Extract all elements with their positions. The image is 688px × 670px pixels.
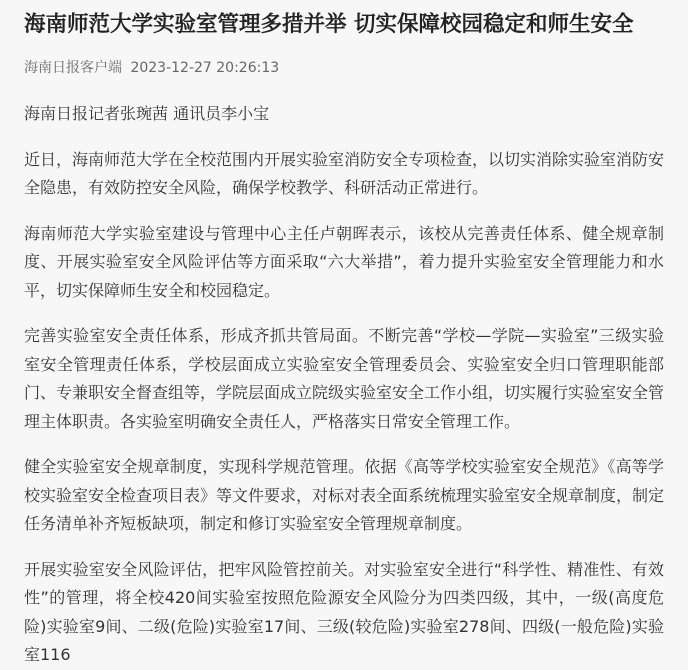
article-meta bbox=[24, 58, 664, 78]
article-paragraph: 海南师范大学实验室建设与管理中心主任卢朝晖表示，该校从完善责任体系、健全规章制度、开展实验室安全风险评估等方面采取“六大举措”，着力提升实验室安全管理能力和水平，切实保障师生安全和校园稳定。 bbox=[24, 223, 664, 300]
article-byline: 海南日报记者张琬茜 通讯员李小宝 bbox=[24, 104, 270, 123]
article-paragraph: 完善实验室安全责任体系，形成齐抓共管局面。不断完善“学校—学院—实验室”三级实验室安全管理责任体系，学校层面成立实验室安全管理委员会、实验室安全归口管理职能部门、专兼职安全督查组等，学院层面成立院级实验室安全工作小组，切实履行实验室安全管理主体职责。各实验室明确安全责任人，严格落实日常安全管理工作。 bbox=[24, 326, 665, 431]
article-source: 海南日报客户端 bbox=[24, 60, 122, 76]
article-paragraph: 开展实验室安全风险评估，把牢风险管控前关。对实验室安全进行“科学性、精准性、有效性”的管理，将全校420间实验室按照危险源安全风险分为四类四级，其中，一级(高度危险)实验室9间、二级(危险)实验室17间、三级(较危险)实验室278间、四级(一般危险)实验室116 bbox=[24, 559, 664, 664]
article-paragraph: 健全实验室安全规章制度，实现科学规范管理。依据《高等学校实验室安全规范》《高等学校实验室安全检查项目表》等文件要求，对标对表全面系统梳理实验室安全规章制度，制定任务清单补齐短板缺项，制定和修订实验室安全管理规章制度。 bbox=[24, 457, 665, 533]
article-datetime: 2023-12-27 20:26:13 bbox=[130, 60, 280, 76]
article-title: 海南师范大学实验室管理多措并举 切实保障校园稳定和师生安全 bbox=[24, 12, 634, 37]
article-paragraph: 近日，海南师范大学在全校范围内开展实验室消防安全专项检查，以切实消除实验室消防安全隐患，有效防控安全风险，确保学校教学、科研活动正常进行。 bbox=[24, 149, 665, 197]
